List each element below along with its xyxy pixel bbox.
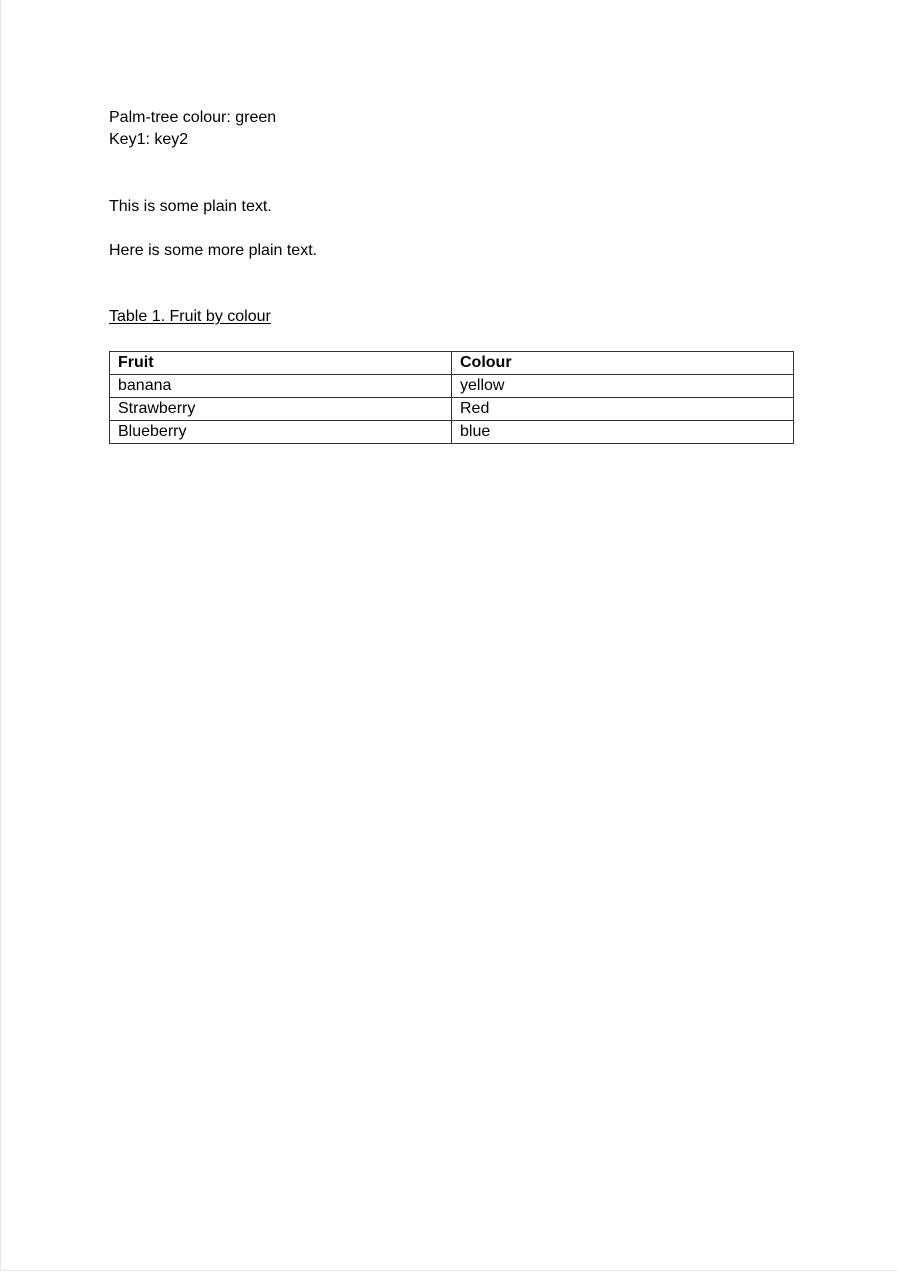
cell-fruit: banana [110, 375, 452, 398]
column-header-fruit: Fruit [110, 352, 452, 375]
cell-fruit: Strawberry [110, 398, 452, 421]
column-header-colour: Colour [452, 352, 794, 375]
table-row [110, 398, 794, 421]
table-caption: Table 1. Fruit by colour [109, 308, 271, 325]
plain-text-paragraph: Here is some more plain text. [109, 242, 318, 259]
metadata-line-key1: Key1: key2 [109, 131, 189, 148]
cell-fruit: Blueberry [110, 421, 452, 444]
table-header-row [110, 352, 794, 375]
document-body [109, 107, 793, 444]
table-row [110, 421, 794, 444]
plain-text-paragraph: This is some plain text. [109, 198, 272, 215]
cell-colour: yellow [452, 375, 794, 398]
metadata-line-palm-tree-colour: Palm-tree colour: green [109, 109, 277, 126]
fruit-by-colour-table [109, 351, 794, 444]
cell-colour: Red [452, 398, 794, 421]
cell-colour: blue [452, 421, 794, 444]
table-row [110, 375, 794, 398]
